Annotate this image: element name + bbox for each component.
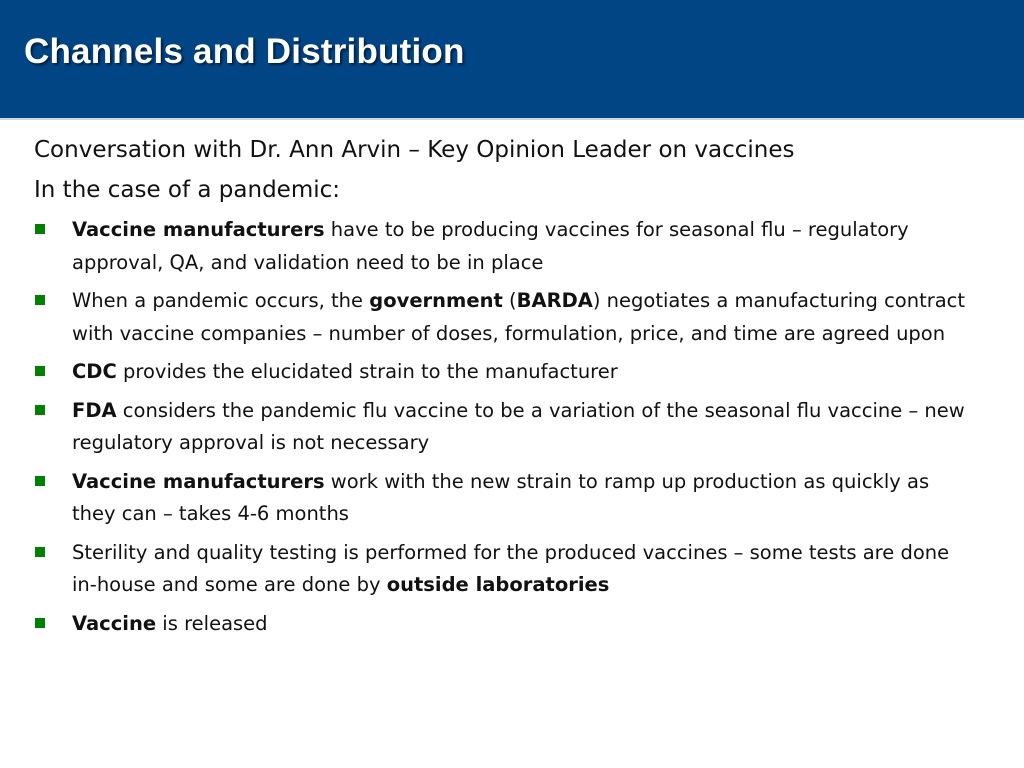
- square-bullet-icon: [35, 295, 45, 305]
- square-bullet-icon: [35, 476, 45, 486]
- bullet-text-segment: is released: [156, 611, 268, 635]
- bullet-item: [34, 395, 974, 460]
- bullet-item: [34, 466, 974, 531]
- bullet-text-segment: (: [502, 289, 517, 312]
- bullet-item: [34, 356, 974, 389]
- bullet-bold-term: FDA: [72, 398, 117, 422]
- bullet-text: [72, 289, 965, 345]
- bullet-item: [34, 285, 974, 350]
- bullet-text-segment: Sterility and quality testing is performed for the produced vaccines – some tests are done in-house and some are done by: [72, 540, 950, 596]
- square-bullet-icon: [35, 405, 45, 415]
- square-bullet-icon: [35, 224, 45, 234]
- intro-line-speaker: Conversation with Dr. Ann Arvin – Key Opinion Leader on vaccines: [34, 137, 795, 163]
- bullet-item: [34, 214, 974, 279]
- title-bar: [0, 0, 1024, 120]
- bullet-text-segment: have to be producing vaccines for seasonal flu – regulatory approval, QA, and validation need to be in place: [72, 218, 909, 274]
- bullet-text-segment: work with the new strain to ramp up production as quickly as they can – takes 4-6 months: [72, 469, 930, 525]
- bullet-text: [72, 360, 618, 383]
- bullet-text-segment: ) negotiates a manufacturing contract with vaccine companies – number of doses, formulation, price, and time are agreed upon: [72, 289, 966, 345]
- square-bullet-icon: [35, 547, 45, 557]
- bullet-text-segment: When a pandemic occurs, the: [72, 289, 370, 312]
- slide-body: [34, 134, 974, 646]
- intro-line-context: In the case of a pandemic:: [34, 177, 341, 203]
- bullet-text-segment: considers the pandemic flu vaccine to be a variation of the seasonal flu vaccine – new regulatory approval is not necessary: [72, 398, 965, 454]
- slide-title: Channels and Distribution: [24, 32, 465, 71]
- bullet-bold-term: Vaccine: [72, 611, 157, 635]
- bullet-text: [72, 470, 929, 526]
- bullet-text: [72, 218, 909, 274]
- bullet-text: [72, 541, 949, 597]
- bullet-text: [72, 612, 268, 635]
- bullet-bold-term: government: [369, 289, 503, 312]
- bullet-bold-term: Vaccine manufacturers: [72, 218, 325, 241]
- bullet-bold-term: BARDA: [516, 289, 593, 312]
- bullet-item: [34, 608, 974, 641]
- square-bullet-icon: [35, 366, 45, 376]
- bullet-bold-term: Vaccine manufacturers: [72, 469, 325, 493]
- bullet-item: [34, 537, 974, 602]
- bullet-bold-term: outside laboratories: [386, 573, 610, 596]
- bullet-bold-term: CDC: [72, 360, 117, 383]
- bullet-text-segment: provides the elucidated strain to the manufacturer: [116, 360, 618, 383]
- bullet-list: [34, 214, 974, 640]
- square-bullet-icon: [35, 618, 45, 628]
- bullet-text: [72, 399, 965, 455]
